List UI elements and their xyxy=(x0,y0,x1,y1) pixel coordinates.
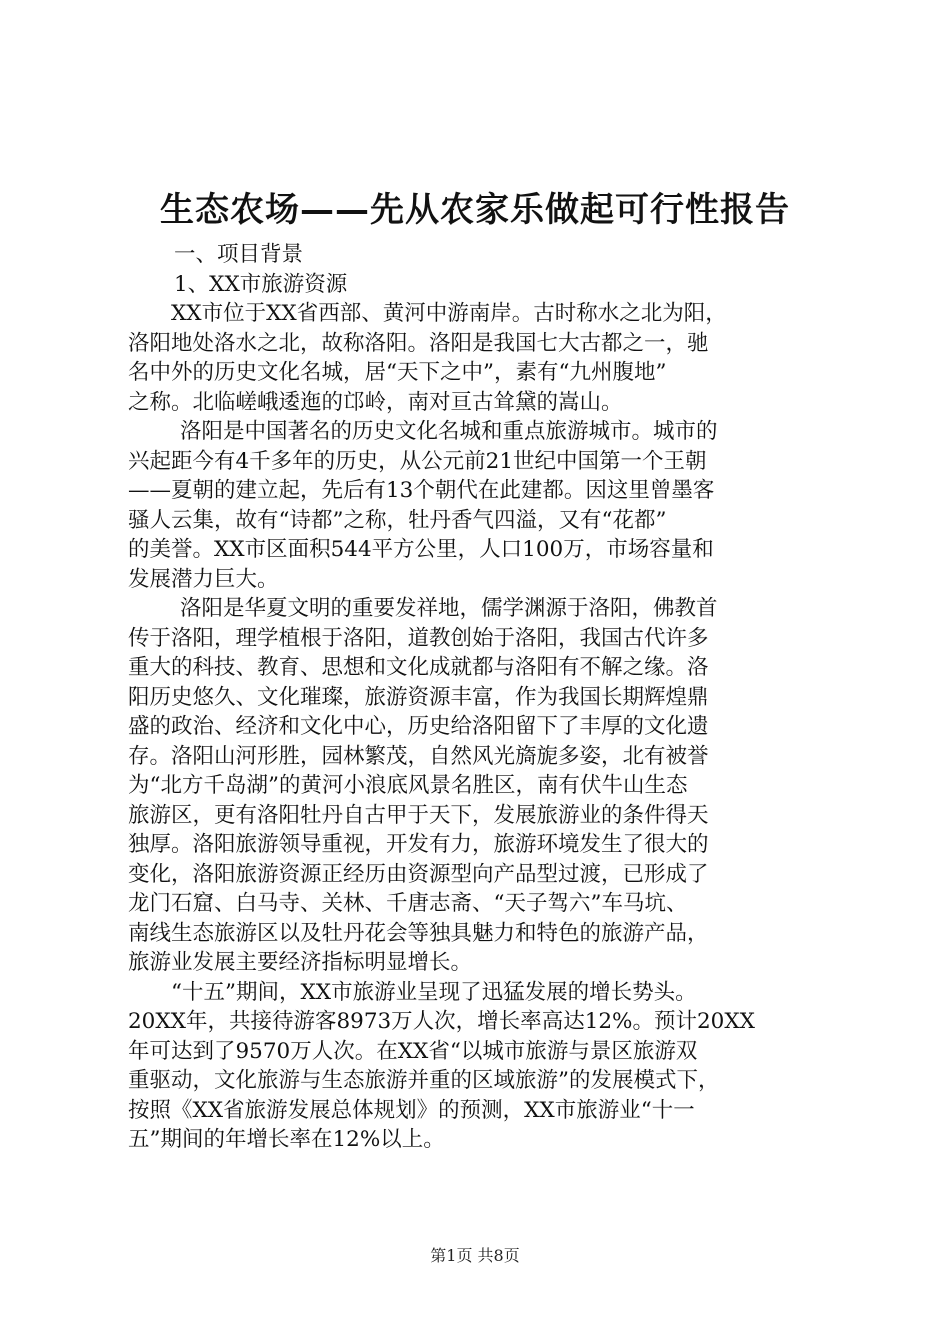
paragraph-1 xyxy=(128,299,833,417)
text-line: 年可达到了9570万人次。在XX省“以城市旅游与景区旅游双 xyxy=(128,1038,698,1064)
text-line: 的美誉。XX市区面积544平方公里，人口100万，市场容量和 xyxy=(128,537,714,562)
text-line: 阳历史悠久、文化璀璨，旅游资源丰富，作为我国长期辉煌鼎 xyxy=(128,684,709,710)
paragraph-3 xyxy=(128,594,833,978)
text-line: 洛阳是中国著名的历史文化名城和重点旅游城市。城市的 xyxy=(180,419,718,444)
text-line: 按照《XX省旅游发展总体规划》的预测，XX市旅游业“十一 xyxy=(128,1097,695,1123)
text-line: 重大的科技、教育、思想和文化成就都与洛阳有不解之缘。洛 xyxy=(128,655,709,680)
text-line: 盛的政治、经济和文化中心，历史给洛阳留下了丰厚的文化遗 xyxy=(128,714,709,739)
text-line: 旅游区，更有洛阳牡丹自古甲于天下，发展旅游业的条件得天 xyxy=(128,802,709,828)
text-line: 兴起距今有4千多年的历史，从公元前21世纪中国第一个王朝 xyxy=(128,448,707,474)
page-footer: 第1页 共8页 xyxy=(430,1246,520,1265)
text-line: XX市位于XX省西部、黄河中游南岸。古时称水之北为阳， xyxy=(171,301,727,326)
text-line: ——夏朝的建立起，先后有13个朝代在此建都。因这里曾墨客 xyxy=(128,478,715,503)
document-title: 生态农场——先从农家乐做起可行性报告 xyxy=(160,190,790,230)
text-line: 存。洛阳山河形胜，园林繁茂，自然风光旖旎多姿，北有被誉 xyxy=(128,743,709,769)
subsection-heading: 1、XX市旅游资源 xyxy=(174,271,348,297)
text-line: 20XX年，共接待游客8973万人次，增长率高达12%。预计20XX xyxy=(128,1009,755,1034)
text-line: 洛阳地处洛水之北，故称洛阳。洛阳是我国七大古都之一，驰 xyxy=(128,330,709,356)
text-line: 旅游业发展主要经济指标明显增长。 xyxy=(128,950,473,975)
document-body xyxy=(128,240,833,1155)
text-line: 为“北方千岛湖”的黄河小浪底风景名胜区，南有伏牛山生态 xyxy=(128,773,688,798)
text-line: 重驱动，文化旅游与生态旅游并重的区域旅游”的发展模式下， xyxy=(128,1068,720,1093)
text-line: 发展潜力巨大。 xyxy=(128,566,279,592)
text-line: 骚人云集，故有“诗都”之称，牡丹香气四溢，又有“花都” xyxy=(128,507,667,533)
text-line: 变化，洛阳旅游资源正经历由资源型向产品型过渡，已形成了 xyxy=(128,861,709,887)
text-line: 名中外的历史文化名城，居“天下之中”，素有“九州腹地” xyxy=(128,360,667,385)
paragraph-4 xyxy=(128,978,833,1155)
text-line: 独厚。洛阳旅游领导重视，开发有力，旅游环境发生了很大的 xyxy=(128,832,709,857)
text-line: 传于洛阳，理学植根于洛阳，道教创始于洛阳，我国古代许多 xyxy=(128,625,709,651)
text-line: 之称。北临嵯峨逶迤的邙岭，南对亘古耸黛的嵩山。 xyxy=(128,389,623,415)
section-heading: 一、项目背景 xyxy=(174,242,304,267)
text-line: 洛阳是华夏文明的重要发祥地，儒学渊源于洛阳，佛教首 xyxy=(180,596,718,621)
text-line: 龙门石窟、白马寺、关林、千唐志斋、“天子驾六”车马坑、 xyxy=(128,891,688,916)
text-line: 五”期间的年增长率在12%以上。 xyxy=(128,1127,445,1152)
text-line: “十五”期间，XX市旅游业呈现了迅猛发展的增长势头。 xyxy=(171,979,697,1005)
text-line: 南线生态旅游区以及牡丹花会等独具魅力和特色的旅游产品， xyxy=(128,920,709,946)
paragraph-2 xyxy=(128,417,833,594)
